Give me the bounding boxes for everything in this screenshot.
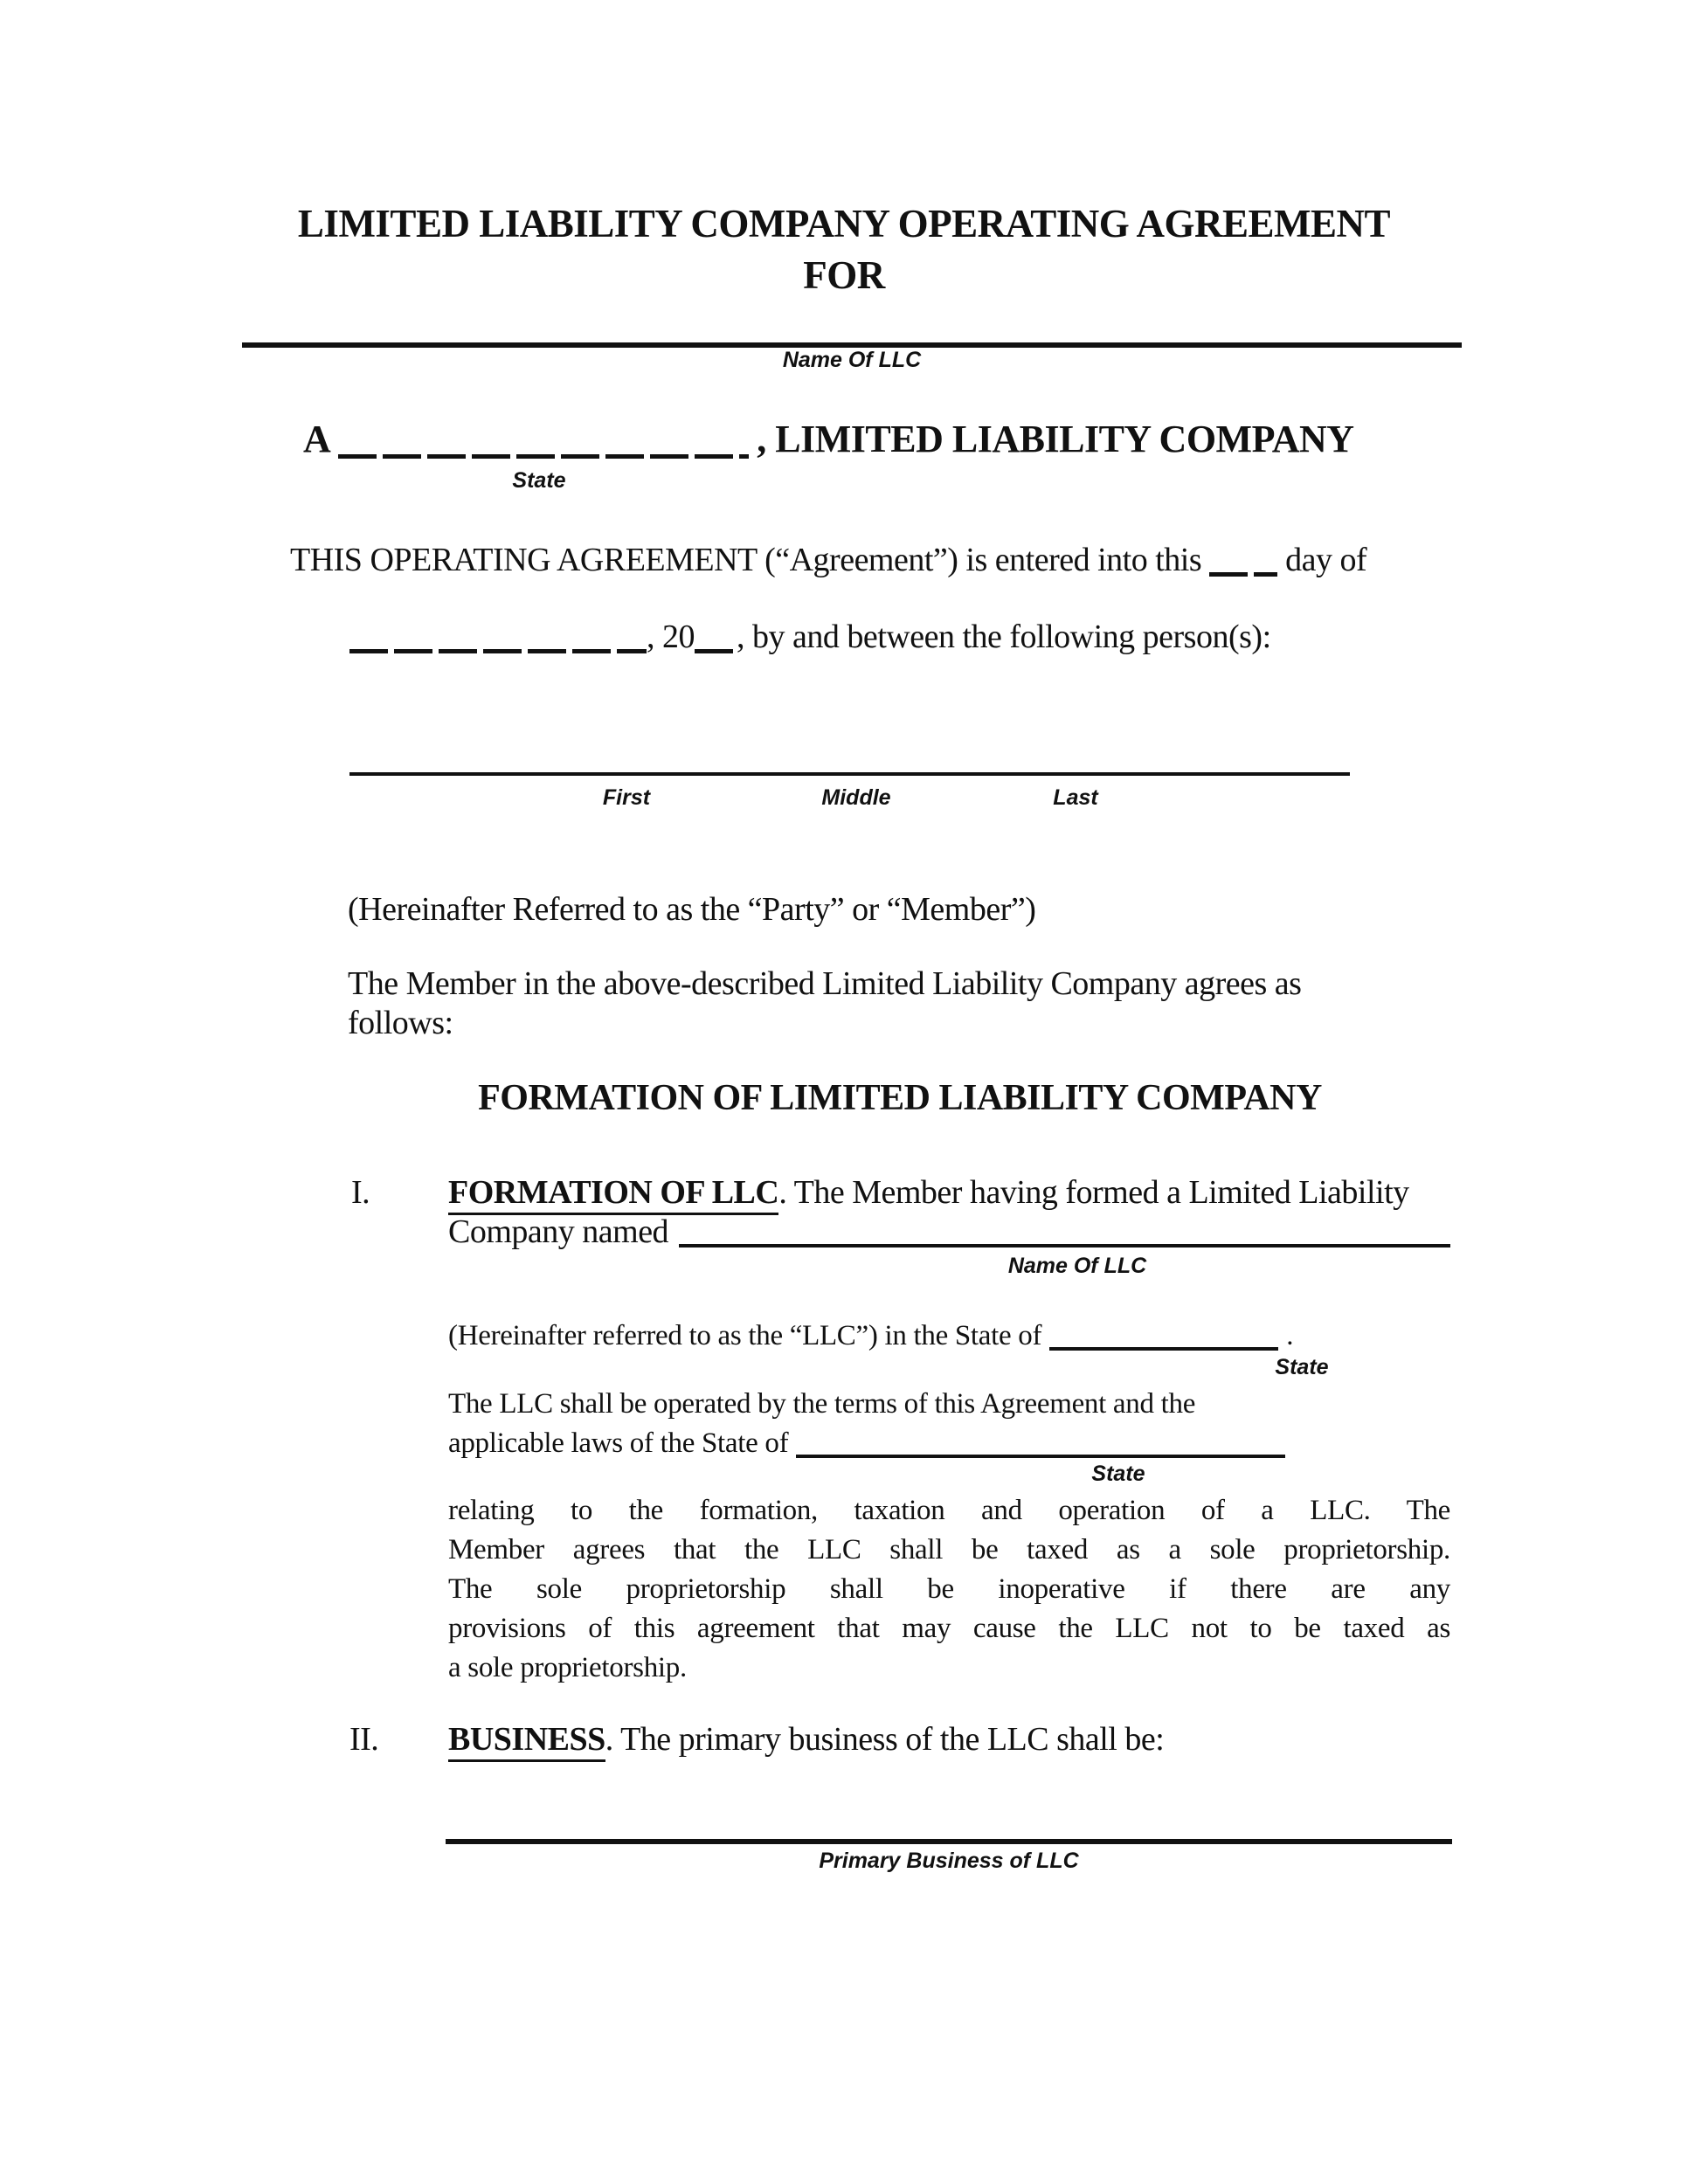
state-label-3: State: [1091, 1462, 1145, 1486]
state-label: State: [512, 468, 566, 493]
section1-numeral: I.: [351, 1174, 370, 1211]
section1-line5: [448, 1427, 1293, 1461]
company-named-text: Company named: [448, 1213, 669, 1250]
section1-line3: [448, 1320, 1293, 1353]
year-blank[interactable]: [695, 649, 737, 653]
section1-paragraph: [448, 1491, 1450, 1688]
month-blank[interactable]: [349, 649, 647, 653]
first-name-label: First: [602, 785, 651, 810]
section2-rest: . The primary business of the LLC shall be:: [605, 1721, 1165, 1758]
intro-line2-text2: , by and between the following person(s):: [737, 619, 1271, 655]
hereinafter-llc-text: (Hereinafter referred to as the “LLC”) in the State of: [448, 1320, 1042, 1351]
hereinafter-party-line: (Hereinafter Referred to as the “Party” or “Member”): [348, 891, 1036, 928]
section1-line1: [448, 1174, 1409, 1213]
member-agrees-line2: follows:: [348, 1005, 453, 1041]
state-llc-line: [303, 420, 1354, 459]
middle-name-label: Middle: [821, 785, 891, 810]
section2-numeral: II.: [349, 1721, 379, 1758]
state-llc-suffix: , LIMITED LIABILITY COMPANY: [757, 418, 1354, 460]
hereinafter-llc-period: .: [1286, 1320, 1294, 1351]
intro-line1: [290, 542, 1366, 580]
document-title-line1: LIMITED LIABILITY COMPANY OPERATING AGREEMENT: [297, 202, 1391, 245]
section1-line1-rest: . The Member having formed a Limited Liability: [778, 1174, 1409, 1211]
applicable-state-blank[interactable]: [796, 1455, 1285, 1458]
state-of-llc-blank[interactable]: [1049, 1347, 1278, 1351]
primary-business-fill-line[interactable]: [446, 1839, 1452, 1844]
section2-line: [448, 1721, 1164, 1759]
intro-line2: [349, 619, 1271, 657]
llc-name-label-2: Name Of LLC: [1007, 1254, 1147, 1278]
paragraph-line: a sole proprietorship.: [448, 1652, 687, 1683]
member-agrees-line1: The Member in the above-described Limited Liability Company agrees as: [348, 965, 1302, 1002]
member-name-fill-line[interactable]: [349, 772, 1350, 776]
document-title-line2: FOR: [803, 253, 885, 297]
paragraph-line: Member agrees that the LLC shall be taxed as a sole proprietorship.: [448, 1534, 1450, 1565]
primary-business-label: Primary Business of LLC: [819, 1849, 1079, 1873]
paragraph-line: provisions of this agreement that may cause the LLC not to be taxed as: [448, 1613, 1450, 1644]
state-llc-prefix: A: [303, 418, 331, 460]
paragraph-line: The sole proprietorship shall be inoperative if there are any: [448, 1573, 1450, 1605]
paragraph-line: relating to the formation, taxation and operation of a LLC. The: [448, 1495, 1450, 1526]
section1-heading: FORMATION OF LLC: [448, 1174, 778, 1215]
section1-line2: [448, 1213, 1450, 1252]
state-fill-blank[interactable]: [338, 454, 749, 459]
section1-line4: The LLC shall be operated by the terms of this Agreement and the: [448, 1388, 1196, 1420]
formation-heading: FORMATION OF LIMITED LIABILITY COMPANY: [478, 1078, 1322, 1118]
day-blank[interactable]: [1209, 572, 1277, 577]
section2-heading: BUSINESS: [448, 1721, 605, 1762]
state-label-2: State: [1275, 1355, 1329, 1379]
last-name-label: Last: [1053, 785, 1098, 810]
llc-name-label: Name Of LLC: [782, 348, 922, 372]
intro-line1-text1: THIS OPERATING AGREEMENT (“Agreement”) is entered into this: [290, 542, 1202, 578]
applicable-laws-text: applicable laws of the State of: [448, 1427, 789, 1459]
intro-line2-text1: , 20: [647, 619, 695, 655]
intro-line1-text2: day of: [1285, 542, 1367, 578]
company-name-fill-line[interactable]: [679, 1244, 1450, 1248]
